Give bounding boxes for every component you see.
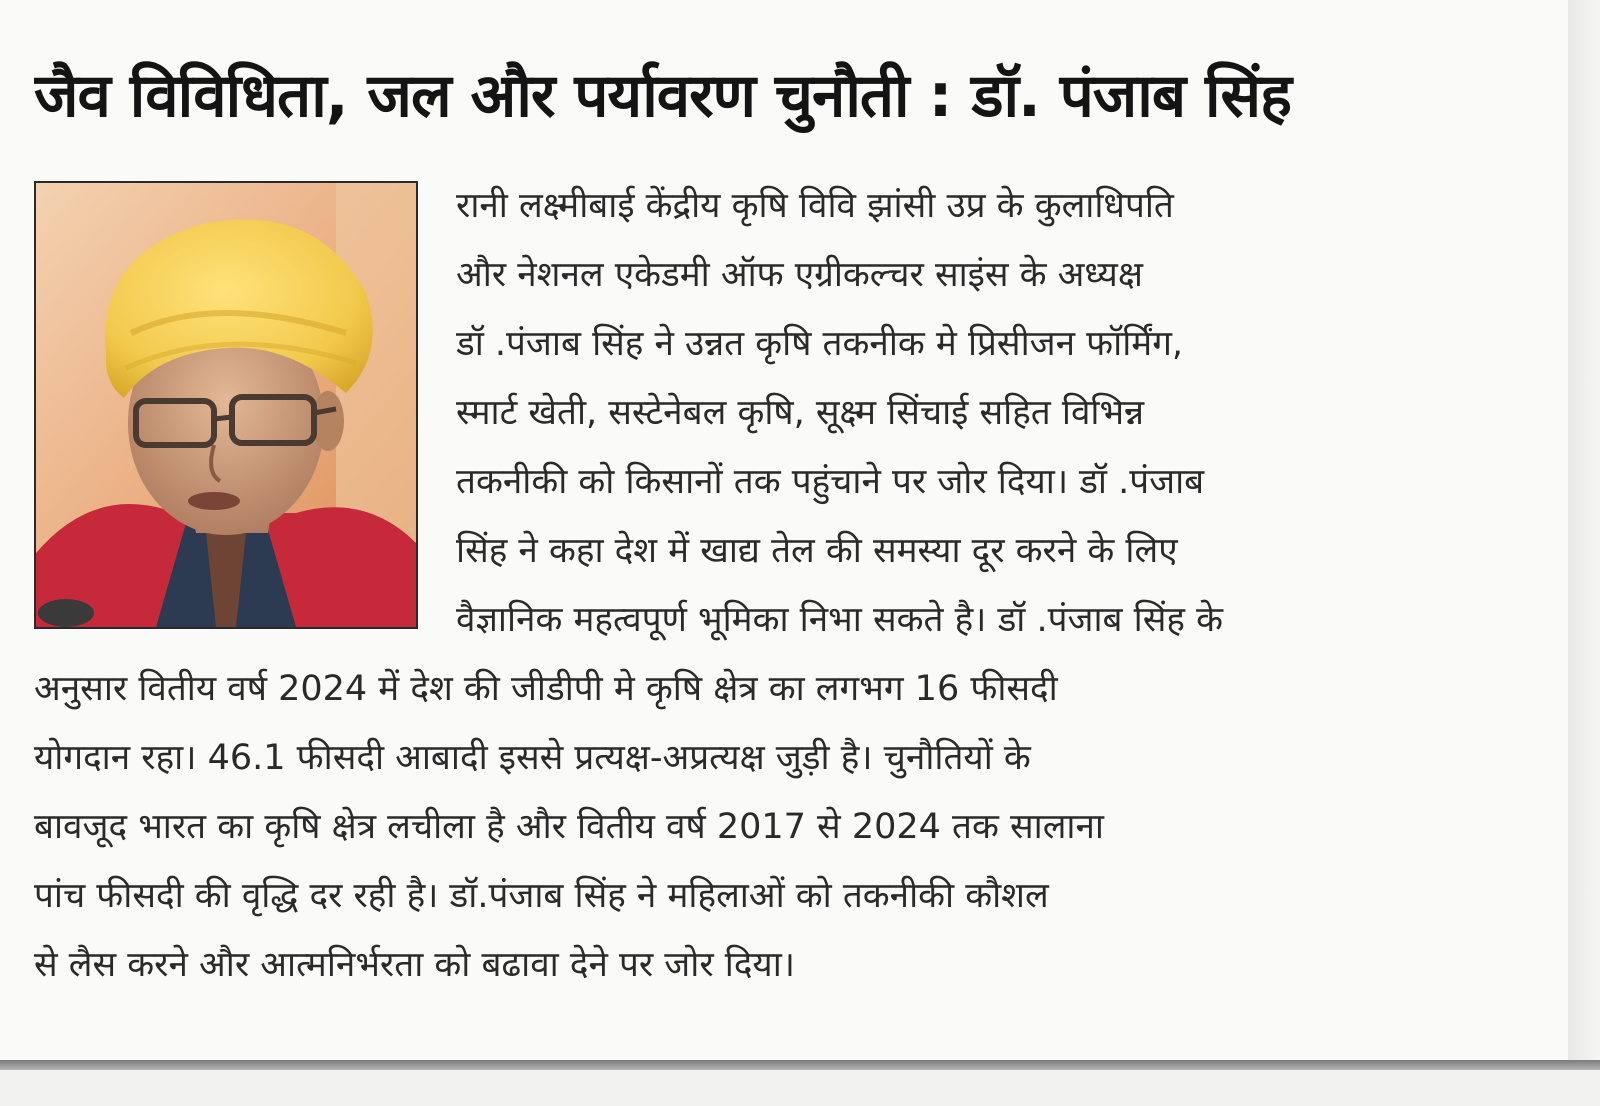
body-line: वैज्ञानिक महत्वपूर्ण भूमिका निभा सकते है। डॉ .पंजाब सिंह के xyxy=(456,600,1223,640)
article-body-beside-photo xyxy=(456,172,1536,655)
headline: जैव विविधिता, जल और पर्यावरण चुनौती : डॉ. पंजाब सिंह xyxy=(34,61,1291,131)
body-line: से लैस करने और आत्मनिर्भरता को बढावा देने पर जोर दिया। xyxy=(34,945,796,985)
body-line: सिंह ने कहा देश में खाद्य तेल की समस्या दूर करने के लिए xyxy=(456,531,1178,571)
article-body-full-width xyxy=(34,655,1534,1000)
portrait-illustration xyxy=(36,183,416,627)
body-line: स्मार्ट खेती, सस्टेनेबल कृषि, सूक्ष्म सिंचाई सहित विभिन्न xyxy=(456,393,1145,433)
body-line: और नेशनल एकेडमी ऑफ एग्रीकल्चर साइंस के अध्यक्ष xyxy=(456,255,1143,295)
divider-rule xyxy=(0,1060,1600,1070)
body-line: बावजूद भारत का कृषि क्षेत्र लचीला है और वितीय वर्ष 2017 से 2024 तक सालाना xyxy=(34,807,1104,847)
body-line: योगदान रहा। 46.1 फीसदी आबादी इससे प्रत्यक्ष-अप्रत्यक्ष जुड़ी है। चुनौतियों के xyxy=(34,738,1031,778)
body-line: तकनीकी को किसानों तक पहुंचाने पर जोर दिया। डॉ .पंजाब xyxy=(456,462,1205,502)
page-bottom-margin xyxy=(0,1070,1600,1106)
page-edge xyxy=(1568,0,1600,1106)
body-line: डॉ .पंजाब सिंह ने उन्नत कृषि तकनीक मे प्रिसीजन फॉर्मिंग, xyxy=(456,324,1184,364)
portrait-photo xyxy=(34,181,418,629)
body-line: पांच फीसदी की वृद्धि दर रही है। डॉ.पंजाब सिंह ने महिलाओं को तकनीकी कौशल xyxy=(34,876,1049,916)
body-line: रानी लक्ष्मीबाई केंद्रीय कृषि विवि झांसी उप्र के कुलाधिपति xyxy=(456,186,1174,226)
body-line: अनुसार वितीय वर्ष 2024 में देश की जीडीपी मे कृषि क्षेत्र का लगभग 16 फीसदी xyxy=(34,669,1058,709)
